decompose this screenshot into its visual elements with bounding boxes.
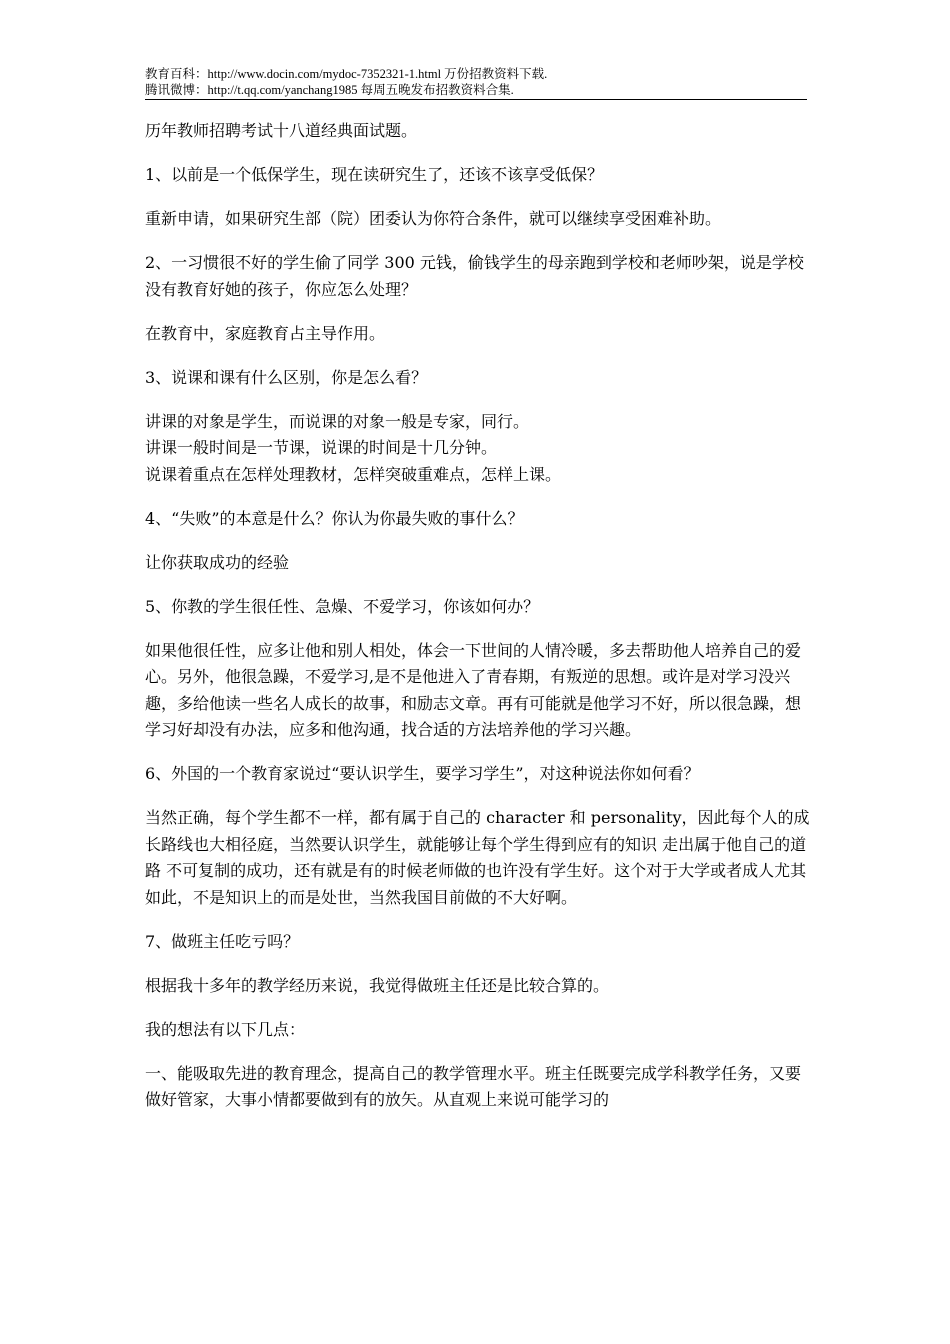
question-3: 3、说课和课有什么区别，你是怎么看？	[145, 367, 428, 387]
question-6: 6、外国的一个教育家说过“要认识学生，要学习学生”，对这种说法你如何看？	[145, 764, 700, 783]
question-2: 2、一习惯很不好的学生偷了同学 300 元钱，偷钱学生的母亲跑到学校和老师吵架，说是学校没有教育好她的孩子，你应怎么处理？	[145, 253, 804, 299]
header-line-docin: 教育百科：http://www.docin.com/mydoc-7352321-1.html 万份招教资料下载.	[145, 67, 548, 81]
question-4: 4、“失败”的本意是什么？你认为你最失败的事什么？	[145, 508, 524, 528]
answer-5: 如果他很任性，应多让他和别人相处，体会一下世间的人情冷暖，多去帮助他人培养自己的爱心。另外，他很急躁，不爱学习,是不是他进入了青春期，有叛逆的思想。或许是对学习没兴趣，多给他读一些名人成长的故事，和励志文章。再有可能就是他学习不好，所以很急躁，想学习好却没有办法，应多和他沟通，找合适的方法培养他的学习兴趣。	[145, 640, 802, 739]
header-line-weibo: 腾讯微博：http://t.qq.com/yanchang1985 每周五晚发布招教资料合集.	[145, 83, 514, 97]
answer-4: 让你获取成功的经验	[145, 552, 290, 572]
answer-6: 当然正确，每个学生都不一样，都有属于自己的 character 和 personality，因此每个人的成长路线也大相径庭，当然要认识学生，就能够让每个学生得到应有的知识 走出属于他自己的道路 不可复制的成功，还有就是有的时候老师做的也许没有学生好。这个对于大学或者成人尤其如此，不是知识上的而是处世，当然我国目前做的不大好啊。	[145, 808, 810, 907]
question-7: 7、做班主任吃亏吗？	[145, 931, 300, 951]
answer-3-line-2: 讲课一般时间是一节课，说课的时间是十几分钟。	[145, 438, 498, 457]
page-header	[145, 66, 807, 100]
answer-3-line-1: 讲课的对象是学生，而说课的对象一般是专家，同行。	[145, 411, 530, 431]
document-body	[145, 118, 810, 1131]
question-1: 1、以前是一个低保学生，现在读研究生了，还该不该享受低保？	[145, 165, 604, 184]
document-title: 历年教师招聘考试十八道经典面试题。	[145, 121, 418, 140]
answer-2: 在教育中，家庭教育占主导作用。	[145, 323, 386, 343]
answer-7: 根据我十多年的教学经历来说，我觉得做班主任还是比较合算的。	[145, 975, 610, 995]
answer-7-point-1: 一、能吸取先进的教育理念，提高自己的教学管理水平。班主任既要完成学科教学任务，又要做好管家，大事小情都要做到有的放矢。从直观上来说可能学习的	[145, 1063, 802, 1109]
answer-1: 重新申请，如果研究生部（院）团委认为你符合条件，就可以继续享受困难补助。	[145, 209, 722, 228]
question-5: 5、你教的学生很任性、急燥、不爱学习，你该如何办？	[145, 596, 540, 616]
answer-7-intro: 我的想法有以下几点：	[145, 1019, 306, 1039]
answer-3-line-3: 说课着重点在怎样处理教材，怎样突破重难点，怎样上课。	[145, 464, 562, 484]
